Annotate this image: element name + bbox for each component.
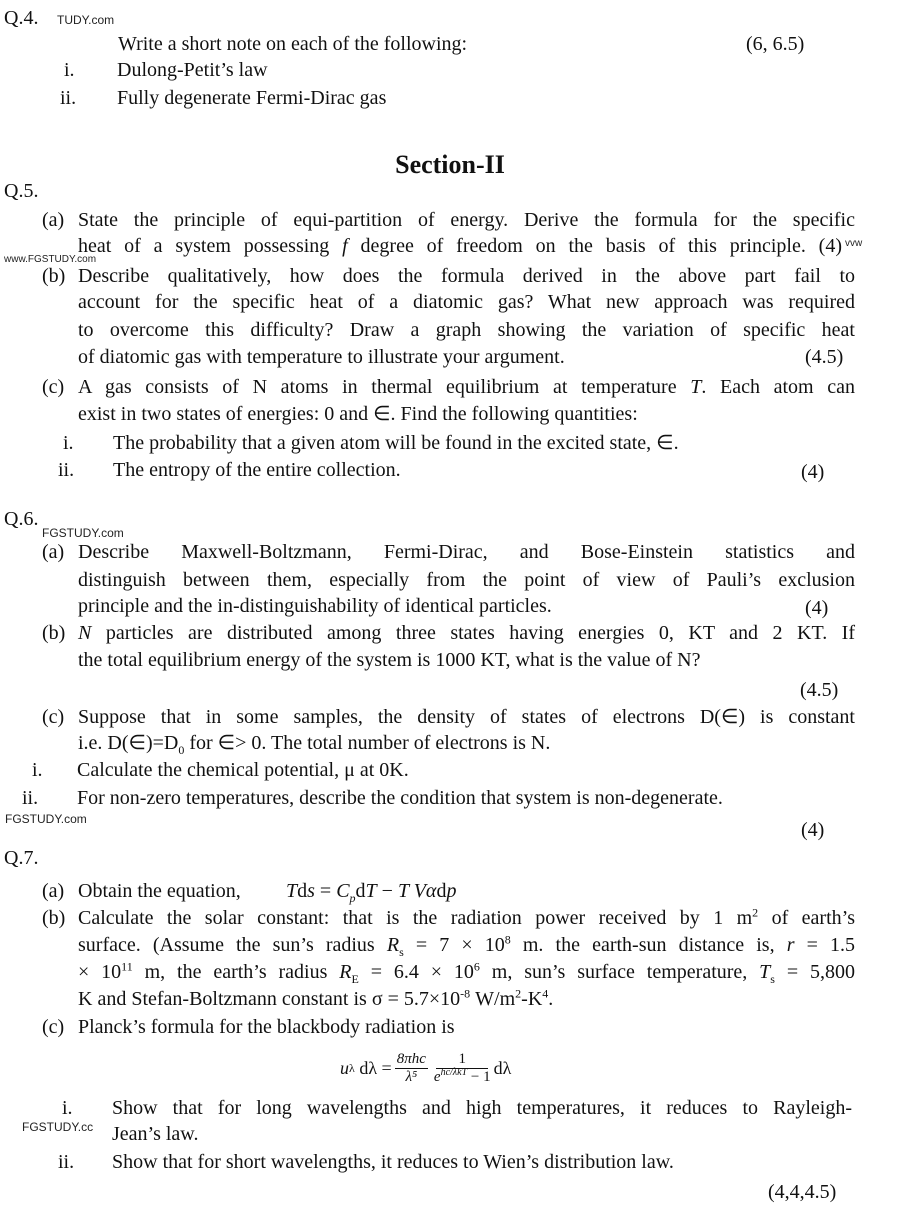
part-label: (c) — [42, 706, 65, 728]
q7-marks: (4,4,4.5) — [768, 1181, 837, 1203]
q6a-line: principle and the in-distinguishability of identical particles. — [78, 595, 552, 617]
text: i.e. D(∈)=D — [78, 732, 179, 754]
watermark: TUDY.com — [57, 13, 115, 27]
section-title: Section-II — [395, 150, 505, 179]
q4-label: Q.4. — [4, 7, 39, 29]
superscript: 6 — [473, 959, 480, 974]
text: of earth’s — [758, 907, 855, 929]
text: m, the earth’s radius — [132, 961, 340, 983]
q4-item-text: Fully degenerate Fermi-Dirac gas — [117, 87, 387, 109]
q6a-marks: (4) — [805, 597, 829, 619]
text: = 5,800 — [774, 961, 855, 983]
part-label: (b) — [42, 622, 66, 644]
q4-marks: (6, 6.5) — [746, 33, 805, 55]
text: for ∈> 0. The total number of electrons is N. — [189, 732, 551, 754]
superscript: 11 — [121, 959, 133, 974]
text: m. the earth-sun distance is, — [510, 934, 787, 956]
part-label: (b) — [42, 265, 66, 287]
subscript: s — [770, 972, 775, 986]
item-text: Show that for short wavelengths, it reduces to Wien’s distribution law. — [112, 1151, 674, 1173]
text: f — [342, 235, 348, 257]
q5c-line — [78, 375, 855, 399]
part-label: (a) — [42, 209, 65, 231]
text: T — [690, 376, 702, 398]
text: Calculate the solar constant: that is the radiation power received by 1 m — [78, 907, 753, 929]
item-number: i. — [63, 432, 74, 454]
superscript: 2 — [515, 986, 522, 1001]
q7b-line — [78, 960, 855, 984]
q6-label: Q.6. — [4, 508, 39, 530]
item-number: i. — [32, 759, 43, 781]
q4-intro: Write a short note on each of the following: — [118, 33, 468, 55]
q5a-line: State the principle of equi-partition of energy. Derive the formula for the specific — [78, 209, 855, 231]
q6c-line: Suppose that in some samples, the density of states of electrons D(∈) is constant — [78, 706, 855, 728]
watermark: www.FGSTUDY.com — [4, 254, 97, 265]
item-number: ii. — [22, 787, 39, 809]
item-number: ii. — [58, 459, 75, 481]
superscript: -8 — [460, 986, 471, 1001]
q5c-line: exist in two states of energies: 0 and ∈. Find the following quantities: — [78, 403, 638, 425]
q5b-line: Describe qualitatively, how does the formula derived in the above part fail to — [78, 265, 855, 287]
item-text: For non-zero temperatures, describe the condition that system is non-degenerate. — [77, 787, 723, 809]
part-label: (c) — [42, 376, 65, 398]
q5b-line: to overcome this difficulty? Draw a graph showing the variation of specific heat — [78, 319, 855, 341]
q6c-line — [78, 731, 550, 755]
q7-label: Q.7. — [4, 847, 39, 869]
subscript: 0 — [178, 743, 185, 757]
fraction — [434, 1051, 491, 1086]
q6a-line: distinguish between them, especially from the point of view of Pauli’s exclusion — [78, 569, 855, 591]
text: . Each atom can — [701, 376, 856, 398]
q5b-line: account for the specific heat of a diatomic gas? What new approach was required — [78, 291, 855, 313]
q7b-line — [78, 906, 855, 930]
q7b-line — [78, 933, 855, 957]
text: -K — [521, 988, 543, 1010]
watermark: FGSTUDY.com — [5, 812, 87, 826]
text: K and Stefan-Boltzmann constant is σ = 5.7×10 — [78, 988, 461, 1010]
text: r — [786, 934, 795, 956]
watermark: FGSTUDY.cc — [22, 1120, 94, 1134]
superscript: 2 — [752, 905, 759, 920]
q6c-marks: (4) — [801, 819, 825, 841]
item-text: The entropy of the entire collection. — [113, 459, 401, 481]
text: surface. (Assume the sun’s radius — [78, 934, 387, 956]
item-number: i. — [64, 59, 75, 81]
text: T — [759, 961, 771, 983]
part-label: (b) — [42, 907, 66, 929]
text: A gas consists of N atoms in thermal equilibrium at temperature — [78, 376, 677, 398]
watermark: FGSTUDY.com — [42, 526, 124, 540]
fraction — [395, 1051, 428, 1086]
q4-item-text: Dulong-Petit’s law — [117, 59, 268, 81]
text: heat of a system possessing — [78, 235, 330, 257]
item-text: Calculate the chemical potential, μ at 0K. — [77, 759, 409, 781]
text: = 6.4 × 10 — [358, 961, 474, 983]
q6b-line — [78, 621, 855, 645]
text: = 1.5 — [794, 934, 856, 956]
numerator: 8πhc — [396, 1050, 426, 1067]
q7c-text: Planck’s formula for the blackbody radiation is — [78, 1016, 455, 1038]
superscript: hc/λkT — [440, 1066, 468, 1078]
text: × 10 — [78, 961, 122, 983]
text: . — [548, 988, 554, 1010]
item-text: Show that for long wavelengths and high temperatures, it reduces to Rayleigh- — [112, 1097, 852, 1119]
superscript: 4 — [542, 986, 549, 1001]
text: − 1 — [467, 1068, 491, 1085]
part-label: (c) — [42, 1016, 65, 1038]
text: R — [339, 961, 352, 983]
superscript: 8 — [504, 932, 511, 947]
item-number: ii. — [60, 87, 77, 109]
q5a-line — [78, 234, 842, 258]
q6b-line: the total equilibrium energy of the system is 1000 KT, what is the value of N? — [78, 649, 701, 671]
subscript: s — [399, 945, 404, 959]
planck-formula: u λ dλ = $\frac{\text{8πhc}}{\text{λ⁵}}$ $\frac{1}{e^{hc/\lambda kT} - 1}$ dλ — [340, 1050, 512, 1085]
item-text: Jean’s law. — [112, 1123, 199, 1145]
item-text: The probability that a given atom will be found in the excited state, ∈. — [113, 432, 679, 454]
subscript: E — [351, 972, 359, 986]
q5-label: Q.5. — [4, 180, 39, 202]
text: dλ = — [359, 1057, 392, 1078]
watermark: vvw — [845, 238, 863, 249]
q5b-marks: (4.5) — [805, 346, 844, 368]
text: W/m — [470, 988, 516, 1010]
text: e — [433, 1068, 441, 1085]
text: m, sun’s surface temperature, — [479, 961, 760, 983]
item-number: i. — [62, 1097, 73, 1119]
item-number: ii. — [58, 1151, 75, 1173]
q7a-text: Obtain the equation, — [78, 880, 241, 902]
q7b-line — [78, 987, 553, 1011]
denominator — [433, 1066, 491, 1086]
q6b-marks: (4.5) — [800, 679, 839, 701]
text: degree of freedom on the basis of this principle. (4) — [360, 235, 843, 257]
text: R — [386, 934, 400, 956]
numerator: 1 — [436, 1051, 488, 1069]
text: dλ — [493, 1057, 512, 1078]
denominator: λ⁵ — [405, 1068, 418, 1085]
part-label: (a) — [42, 880, 65, 902]
q5b-line: of diatomic gas with temperature to illustrate your argument. — [78, 346, 565, 368]
q7a-equation: Tds = $C_pdT - T$ Vαdp — [286, 880, 457, 905]
q6a-line: Describe Maxwell-Boltzmann, Fermi-Dirac, and Bose-Einstein statistics and — [78, 541, 855, 563]
q5c-marks: (4) — [801, 461, 825, 483]
text: particles are distributed among three states having energies 0, KT and 2 KT. If — [105, 622, 855, 644]
part-label: (a) — [42, 541, 65, 563]
text: N — [78, 622, 92, 644]
text: = 7 × 10 — [403, 934, 505, 956]
text: u — [340, 1057, 349, 1078]
